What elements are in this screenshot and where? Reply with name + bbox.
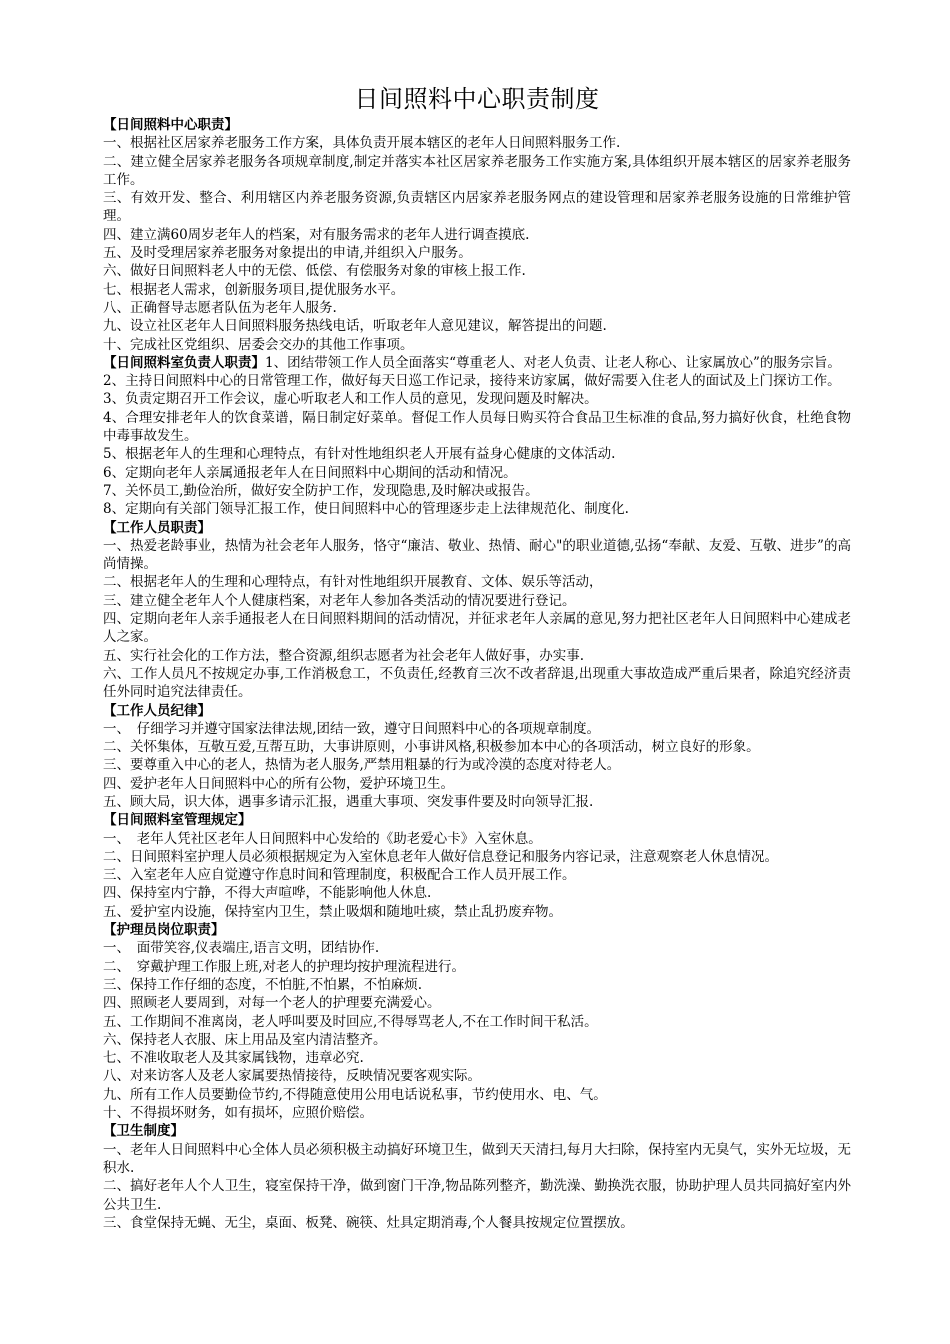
list-item: 七、不准收取老人及其家属钱物，违章必究. (103, 1050, 364, 1067)
list-item: 一、 面带笑容,仪表端庄,语言文明，团结协作. (103, 940, 380, 957)
list-item: 十、不得损坏财务，如有损坏，应照价赔偿。 (103, 1105, 373, 1122)
list-item: 三、建立健全老年人个人健康档案，对老年人参加各类活动的情况要进行登记。 (103, 592, 576, 609)
list-item: 一、 仔细学习并遵守国家法律法规,团结一致，遵守日间照料中心的各项规章制度。 (103, 720, 601, 737)
list-item: 三、保持工作仔细的态度，不怕脏,不怕累，不怕麻烦. (103, 976, 423, 993)
list-item: 一、根据社区居家养老服务工作方案，具体负责开展本辖区的老年人日间照料服务工作. (103, 135, 621, 152)
section-heading: 【卫生制度】 (103, 1123, 184, 1140)
list-item: 二、建立健全居家养老服务各项规章制度,制定并落实本社区居家养老服务工作实施方案,具体组织开展本辖区的居家养老服务工作。 (103, 153, 851, 188)
section-heading: 【工作人员职责】 (103, 519, 211, 536)
list-item: 五、及时受理居家养老服务对象提出的申请,并组织入户服务。 (103, 245, 472, 262)
list-item (103, 354, 851, 372)
list-item: 二、根据老年人的生理和心理特点，有针对性地组织开展教育、文体、娱乐等活动， (103, 574, 603, 591)
section-hygiene-rules (103, 1122, 851, 1232)
section-center-duties (103, 116, 851, 354)
section-room-rules (103, 811, 851, 921)
list-item: 6、定期向老年人亲属通报老年人在日间照料中心期间的活动和情况。 (103, 464, 517, 481)
list-item: 3、负责定期召开工作会议，虚心听取老人和工作人员的意见，发现问题及时解决。 (103, 391, 598, 408)
list-item: 九、设立社区老年人日间照料服务热线电话，听取老年人意见建议，解答提出的问题. (103, 318, 607, 335)
list-item: 一、老年人日间照料中心全体人员必须积极主动搞好环境卫生，做到天天清扫,每月大扫除，保持室内无臭气，实外无垃圾，无积水. (103, 1141, 851, 1176)
section-heading: 【日间照料中心职责】 (103, 117, 238, 133)
list-item: 六、工作人员凡不按规定办事,工作消极怠工，不负责任,经教育三次不改者辞退,出现重大事故造成严重后果者，除追究经济责任外同时追究法律责任。 (103, 665, 851, 701)
list-item: 八、正确督导志愿者队伍为老年人服务. (103, 299, 337, 316)
list-item: 三、要尊重入中心的老人，热情为老人服务,严禁用粗暴的行为或冷漠的态度对待老人。 (103, 757, 621, 774)
list-item: 五、工作期间不准离岗，老人呼叫要及时回应,不得辱骂老人,不在工作时间干私活。 (103, 1013, 598, 1030)
list-item-text: 1、团结带领工作人员全面落实“尊重老人、对老人负责、让老人称心、让家属放心”的服务宗旨。 (265, 354, 841, 371)
list-item: 7、关怀员工,勤俭治所，做好安全防护工作，发现隐患,及时解决或报告。 (103, 482, 539, 499)
document-title: 日间照料中心职责制度 (354, 85, 600, 113)
section-supervisor-duties (103, 354, 851, 519)
section-heading: 【日间照料室负责人职责】 (103, 354, 265, 371)
list-item: 一、 老年人凭社区老年人日间照料中心发给的《助老爱心卡》入室休息。 (103, 830, 542, 847)
section-heading: 【工作人员纪律】 (103, 702, 211, 719)
list-item: 一、热爱老龄事业，热情为社会老年人服务，恪守“廉洁、敬业、热情、耐心"的职业道德,弘扬“奉献、友爱、互敬、进步”的高尚情操。 (103, 537, 851, 573)
section-caregiver-duties (103, 921, 851, 1122)
list-item: 三、有效开发、整合、利用辖区内养老服务资源,负责辖区内居家养老服务网点的建设管理和居家养老服务设施的日常维护管理。 (103, 190, 851, 225)
section-staff-duties (103, 519, 851, 702)
list-item: 四、保持室内宁静，不得大声喧哗，不能影响他人休息. (103, 885, 432, 902)
list-item: 三、食堂保持无蝇、无尘，桌面、板凳、碗筷、灶具定期消毒,个人餐具按规定位置摆放。 (103, 1214, 634, 1231)
list-item: 四、照顾老人要周到，对每一个老人的护理要充满爱心。 (103, 995, 441, 1012)
list-item: 四、爱护老年人日间照料中心的所有公物，爱护环境卫生。 (103, 775, 454, 792)
list-item: 5、根据老年人的生理和心理特点，有针对性地组织老人开展有益身心健康的文体活动. (103, 446, 616, 463)
list-item: 八、对来访客人及老人家属要热情接待，反映情况要客观实际。 (103, 1068, 481, 1085)
document-page (103, 82, 851, 1232)
list-item: 二、日间照料室护理人员必须根据规定为入室休息老年人做好信息登记和服务内容记录，注意观察老人休息情况。 (103, 848, 778, 865)
section-heading: 【日间照料室管理规定】 (103, 812, 252, 829)
list-item: 8、定期向有关部门领导汇报工作，使日间照料中心的管理逐步走上法律规范化、制度化. (103, 501, 629, 518)
list-item: 二、 穿戴护理工作服上班,对老人的护理均按护理流程进行。 (103, 958, 466, 975)
list-item: 2、主持日间照料中心的日常管理工作，做好每天日巡工作记录，接待来访家属，做好需要入住老人的面试及上门探访工作。 (103, 373, 841, 390)
list-item: 九、所有工作人员要勤俭节约,不得随意使用公用电话说私事，节约使用水、电、气。 (103, 1086, 607, 1103)
list-item: 七、根据老人需求，创新服务项目,提优服务水平。 (103, 281, 405, 298)
list-item: 五、顾大局，识大体，遇事多请示汇报，遇重大事项、突发事件要及时向领导汇报. (103, 793, 594, 810)
list-item: 二、关怀集体，互敬互爱,互帮互助，大事讲原则，小事讲风格,积极参加本中心的各项活动，树立良好的形象。 (103, 739, 760, 756)
section-heading: 【护理员岗位职责】 (103, 922, 225, 939)
section-staff-discipline (103, 702, 851, 812)
list-item: 十、完成社区党组织、居委会交办的其他工作事项。 (103, 336, 414, 353)
list-item: 六、保持老人衣服、床上用品及室内清洁整齐。 (103, 1031, 387, 1048)
list-item: 五、实行社会化的工作方法，整合资源,组织志愿者为社会老年人做好事，办实事. (103, 647, 585, 664)
list-item: 二、搞好老年人个人卫生，寝室保持干净，做到窗门干净,物品陈列整齐，勤洗澡、勤换洗衣服，协助护理人员共同搞好室内外公共卫生. (103, 1178, 851, 1213)
list-item: 四、建立满60周岁老年人的档案，对有服务需求的老年人进行调查摸底. (103, 226, 530, 243)
list-item: 三、入室老年人应自觉遵守作息时间和管理制度，积极配合工作人员开展工作。 (103, 867, 576, 884)
list-item: 四、定期向老年人亲手通报老人在日间照料期间的活动情况，并征求老年人亲属的意见,努力把社区老年人日间照料中心建成老人之家。 (103, 611, 851, 646)
list-item: 4、合理安排老年人的饮食菜谱，隔日制定好菜单。督促工作人员每日购买符合食品卫生标准的食品,努力搞好伙食，杜绝食物中毒事故发生。 (103, 409, 851, 445)
list-item: 六、做好日间照料老人中的无偿、低偿、有偿服务对象的审核上报工作. (103, 263, 526, 280)
list-item: 五、爱护室内设施，保持室内卫生，禁止吸烟和随地吐痰，禁止乱扔废弃物。 (103, 903, 562, 920)
